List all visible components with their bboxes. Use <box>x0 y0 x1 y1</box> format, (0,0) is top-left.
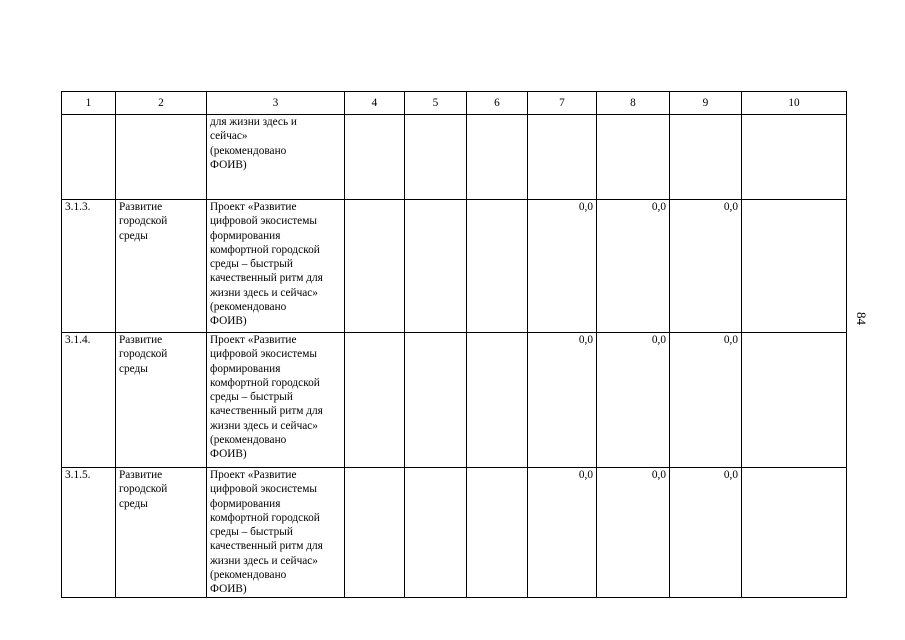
col5-cell <box>405 115 467 200</box>
project-line: комфортной городской <box>210 511 320 524</box>
project-line: ФОИВ) <box>210 315 247 328</box>
project-line: формирования <box>210 497 281 510</box>
project-line: комфортной городской <box>210 376 320 389</box>
project-line: цифровой экосистемы <box>210 483 317 496</box>
col7-cell: 0,0 <box>528 468 597 598</box>
direction-line: городской <box>119 348 168 361</box>
direction-line: городской <box>119 483 168 496</box>
project-line: для жизни здесь и <box>210 116 297 128</box>
col10-cell <box>742 333 847 468</box>
project-line: (рекомендовано <box>210 434 287 447</box>
project-line: формирования <box>210 362 281 375</box>
header-cell: 7 <box>528 92 597 115</box>
direction-cell <box>116 468 207 598</box>
direction-line: Развитие <box>119 334 163 346</box>
row-number-cell: 3.1.3. <box>62 200 116 333</box>
col9-cell: 0,0 <box>670 333 742 468</box>
col5-cell <box>405 333 467 468</box>
table-row <box>62 115 847 200</box>
header-cell: 8 <box>597 92 670 115</box>
col10-cell <box>742 115 847 200</box>
project-line: цифровой экосистемы <box>210 348 317 361</box>
project-line: Проект «Развитие <box>210 469 297 481</box>
col8-cell: 0,0 <box>597 468 670 598</box>
project-line: среды – быстрый <box>210 391 293 404</box>
project-cell <box>207 200 345 333</box>
project-line: среды – быстрый <box>210 526 293 539</box>
project-line: Проект «Развитие <box>210 334 297 346</box>
project-line: жизни здесь и сейчас» <box>210 419 318 432</box>
col7-cell: 0,0 <box>528 333 597 468</box>
table-row <box>62 200 847 333</box>
project-line: жизни здесь и сейчас» <box>210 554 318 567</box>
project-line: среды – быстрый <box>210 258 293 271</box>
project-line: ФОИВ) <box>210 158 247 171</box>
direction-line: Развитие <box>119 201 163 213</box>
project-line: ФОИВ) <box>210 583 247 596</box>
project-line: цифровой экосистемы <box>210 215 317 228</box>
direction-cell <box>116 200 207 333</box>
col6-cell <box>467 115 528 200</box>
project-line: качественный ритм для <box>210 540 323 553</box>
direction-cell <box>116 115 207 200</box>
row-number-cell: 3.1.5. <box>62 468 116 598</box>
table-row <box>62 468 847 598</box>
header-cell: 4 <box>345 92 405 115</box>
row-number-cell <box>62 115 116 200</box>
project-line: (рекомендовано <box>210 144 287 157</box>
project-line: формирования <box>210 229 281 242</box>
col4-cell <box>345 200 405 333</box>
col7-cell: 0,0 <box>528 200 597 333</box>
direction-cell <box>116 333 207 468</box>
col10-cell <box>742 200 847 333</box>
row-number-cell: 3.1.4. <box>62 333 116 468</box>
project-line: ФОИВ) <box>210 448 247 461</box>
col9-cell: 0,0 <box>670 200 742 333</box>
project-cell <box>207 333 345 468</box>
table-row <box>62 333 847 468</box>
project-line: качественный ритм для <box>210 272 323 285</box>
header-cell: 2 <box>116 92 207 115</box>
direction-line: среды <box>119 229 148 242</box>
page-number: 84 <box>854 312 869 325</box>
col7-cell <box>528 115 597 200</box>
project-line: качественный ритм для <box>210 405 323 418</box>
header-cell: 3 <box>207 92 345 115</box>
direction-line: Развитие <box>119 469 163 481</box>
col8-cell: 0,0 <box>597 333 670 468</box>
col10-cell <box>742 468 847 598</box>
col4-cell <box>345 468 405 598</box>
col9-cell: 0,0 <box>670 468 742 598</box>
project-cell <box>207 115 345 200</box>
col6-cell <box>467 468 528 598</box>
data-table <box>61 91 847 598</box>
col4-cell <box>345 115 405 200</box>
header-cell: 10 <box>742 92 847 115</box>
header-cell: 6 <box>467 92 528 115</box>
project-line: сейчас» <box>210 130 248 143</box>
col8-cell <box>597 115 670 200</box>
col5-cell <box>405 468 467 598</box>
project-line: (рекомендовано <box>210 301 287 314</box>
col6-cell <box>467 200 528 333</box>
col6-cell <box>467 333 528 468</box>
col8-cell: 0,0 <box>597 200 670 333</box>
col4-cell <box>345 333 405 468</box>
col9-cell <box>670 115 742 200</box>
project-cell <box>207 468 345 598</box>
header-cell: 9 <box>670 92 742 115</box>
direction-line: среды <box>119 497 148 510</box>
table-header-row <box>62 92 847 115</box>
direction-line: городской <box>119 215 168 228</box>
project-line: Проект «Развитие <box>210 201 297 213</box>
header-cell: 1 <box>62 92 116 115</box>
header-cell: 5 <box>405 92 467 115</box>
direction-line: среды <box>119 362 148 375</box>
col5-cell <box>405 200 467 333</box>
project-line: комфортной городской <box>210 243 320 256</box>
project-line: жизни здесь и сейчас» <box>210 286 318 299</box>
project-line: (рекомендовано <box>210 569 287 582</box>
